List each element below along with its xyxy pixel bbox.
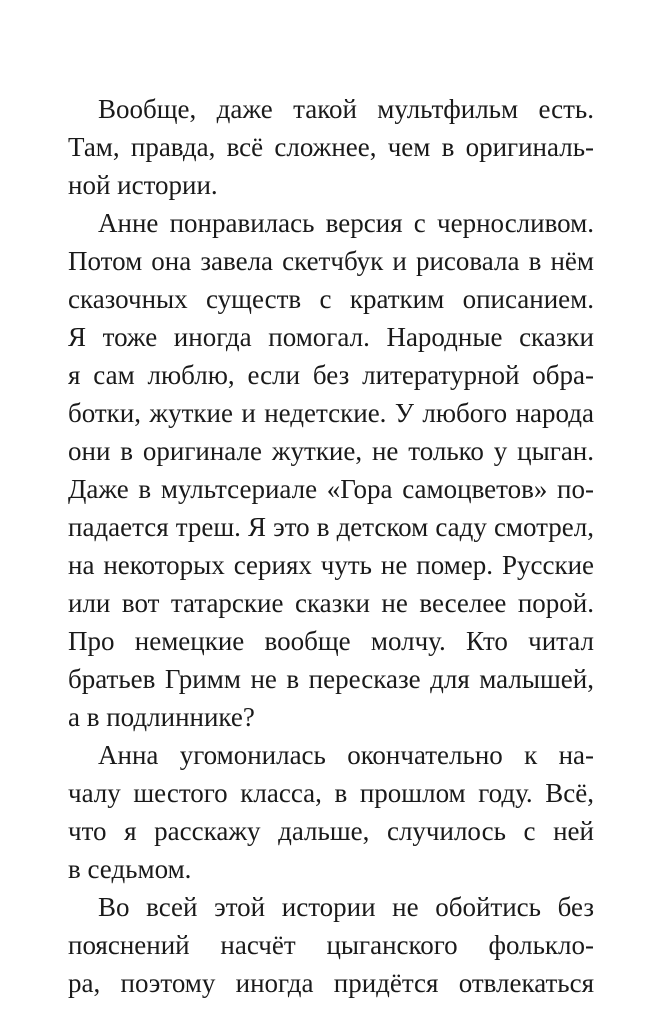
text-line: а в подлиннике? xyxy=(68,702,255,732)
text-line: сказочных существ с кратким описанием. xyxy=(68,284,594,314)
text-line: братьев Гримм не в пересказе для малышей, xyxy=(68,664,594,694)
text-line: что я расскажу дальше, случилось с ней xyxy=(68,816,594,846)
text-line: Про немецкие вообще молчу. Кто читал xyxy=(68,626,594,656)
text-line: Во всей этой истории не обойтись без xyxy=(98,892,594,922)
text-line: я сам люблю, если без литературной обра- xyxy=(68,360,594,390)
text-line: Даже в мультсериале «Гора самоцветов» по- xyxy=(68,474,594,504)
text-line: ра, поэтому иногда придётся отвлекаться xyxy=(68,968,594,998)
text-line: Вообще, даже такой мультфильм есть. xyxy=(98,94,594,124)
text-line: пояснений насчёт цыганского фолькло- xyxy=(68,930,594,960)
text-line: Там, правда, всё сложнее, чем в оригиналь- xyxy=(68,132,594,162)
text-line: ной истории. xyxy=(68,170,218,200)
body-text xyxy=(68,90,594,1002)
text-line: Анна угомонилась окончательно к на- xyxy=(98,740,594,770)
text-line: Я тоже иногда помогал. Народные сказки xyxy=(68,322,594,352)
text-line: они в оригинале жуткие, не только у цыган. xyxy=(68,436,594,466)
text-line: ботки, жуткие и недетские. У любого народа xyxy=(68,398,594,428)
text-line: Потом она завела скетчбук и рисовала в нём xyxy=(68,246,594,276)
text-line: Анне понравилась версия с черносливом. xyxy=(98,208,594,238)
text-line: в седьмом. xyxy=(68,854,192,884)
text-line: или вот татарские сказки не веселее порой. xyxy=(68,588,594,618)
text-line: на некоторых сериях чуть не помер. Русские xyxy=(68,550,594,580)
text-line: чалу шестого класса, в прошлом году. Всё, xyxy=(68,778,594,808)
text-line: падается треш. Я это в детском саду смотрел, xyxy=(68,512,594,542)
